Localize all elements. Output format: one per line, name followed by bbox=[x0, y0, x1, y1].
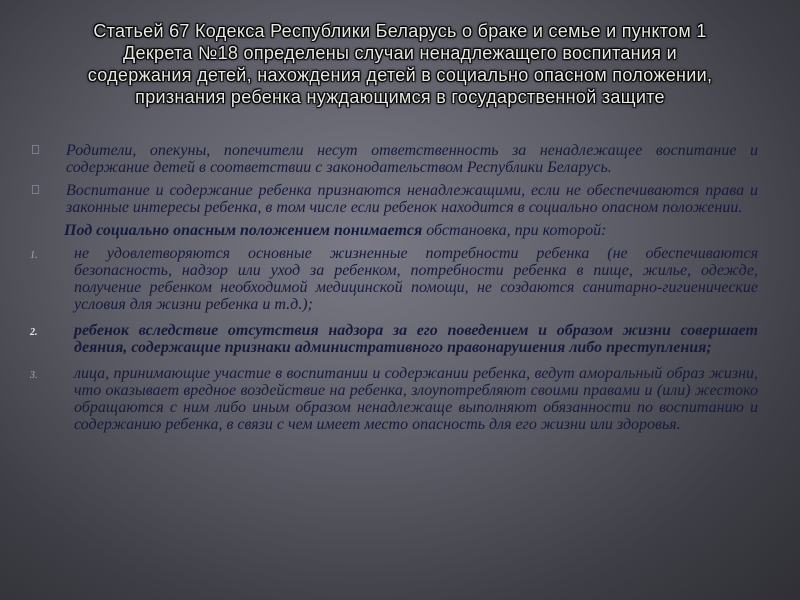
slide-title bbox=[0, 20, 800, 108]
numbered-item bbox=[28, 245, 758, 313]
item-text: не удовлетворяются основные жизненные потребности ребенка (не обеспечиваются безопасность, надзор или уход за ребенком, потребности ребенка в пище, жилье, одежде, получение ребенком необходимой медицинской помощи, не создаются санитарно-гигиенические условия для жизни ребенка и т.д.); bbox=[74, 245, 758, 313]
bullet-item bbox=[28, 182, 758, 216]
item-text: ребенок вследствие отсутствия надзора за его поведением и образом жизни совершает деяния, содержащие признаки административного правонарушения либо преступления; bbox=[74, 322, 758, 356]
numbered-item bbox=[28, 365, 758, 433]
item-number: 1. bbox=[30, 250, 38, 261]
bullet-text: Воспитание и содержание ребенка признаются ненадлежащими, если не обеспечиваются права и законные интересы ребенка, в том числе если ребенок находится в социально опасном положении. bbox=[66, 182, 758, 216]
numbered-item bbox=[28, 322, 758, 356]
slide-body bbox=[28, 142, 758, 442]
square-bullet-icon bbox=[32, 145, 39, 154]
bullet-item bbox=[28, 142, 758, 176]
title-line: признания ребенка нуждающимся в государственной защите bbox=[135, 87, 665, 107]
definition-paragraph bbox=[28, 222, 758, 239]
item-number: 3. bbox=[30, 370, 38, 381]
title-line: Статьей 67 Кодекса Республики Беларусь о браке и семье и пунктом 1 bbox=[93, 21, 707, 41]
title-line: Декрета №18 определены случаи ненадлежащего воспитания и bbox=[123, 43, 677, 63]
item-text: лица, принимающие участие в воспитании и содержании ребенка, ведут аморальный образ жизни, что оказывает вредное воздействие на ребенка, злоупотребляют своими правами и (или) жестоко обращаются с ним либо иным образом ненадлежаще выполняют обязанности по воспитанию и содержанию ребенка, в связи с чем имеет место опасность для его жизни или здоровья. bbox=[74, 365, 758, 433]
definition-term: Под социально опасным положением понимается bbox=[64, 222, 423, 239]
bullet-text: Родители, опекуны, попечители несут ответственность за ненадлежащее воспитание и содержание детей в соответствии с законодательством Республики Беларусь. bbox=[66, 142, 758, 176]
item-number: 2. bbox=[30, 327, 38, 338]
title-line: содержания детей, нахождения детей в социально опасном положении, bbox=[87, 65, 713, 85]
square-bullet-icon bbox=[32, 185, 39, 194]
definition-rest: обстановка, при которой: bbox=[422, 222, 607, 239]
